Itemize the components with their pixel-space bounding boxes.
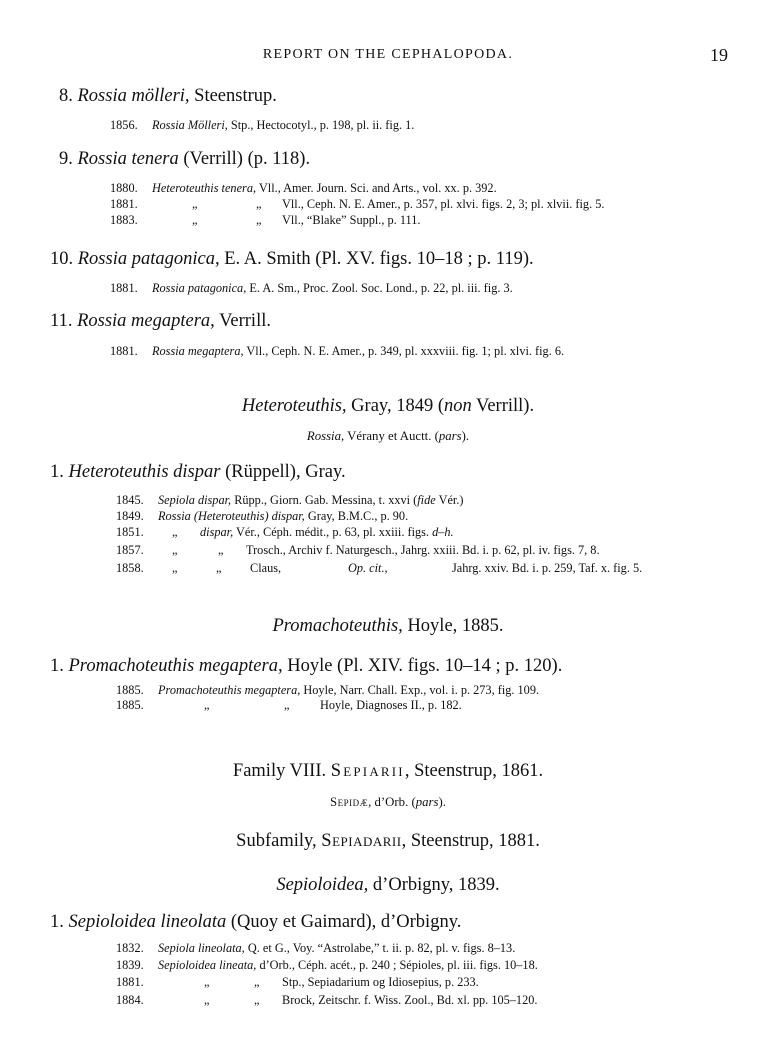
synonym-name: Sepioloidea lineata,	[158, 958, 257, 972]
species-epithet: megaptera,	[131, 311, 215, 331]
family-pars: pars	[415, 795, 439, 809]
species-heading-rossia-patagonica	[50, 249, 534, 270]
synonym-year: 1856.	[110, 118, 138, 132]
synonym-reference: Hoyle, Diagnoses II., p. 182.	[320, 698, 462, 712]
genus-non: non	[444, 396, 472, 416]
synonym-name: Sepiola lineolata,	[158, 941, 245, 955]
ditto-mark: „	[284, 698, 290, 712]
synonym-name: Rossia patagonica,	[152, 281, 247, 295]
synonym-year: 1885.	[116, 683, 144, 697]
family-name: Sepiarii	[330, 761, 405, 781]
family-heading	[0, 761, 776, 782]
synonym-fide: fide	[417, 493, 436, 507]
species-epithet: tenera	[131, 149, 179, 169]
synonym-name: Rossia megaptera,	[152, 344, 244, 358]
family-authority: , Steenstrup, 1861.	[404, 761, 544, 781]
species-number: 1.	[50, 656, 64, 676]
ditto-mark: „	[218, 543, 224, 557]
family-subline	[0, 795, 776, 810]
synonym-reference-end: Vér.)	[435, 493, 464, 507]
species-epithet: patagonica,	[131, 249, 220, 269]
ditto-mark: „	[254, 975, 260, 989]
synonym-name: Sepiola dispar,	[158, 493, 232, 507]
species-heading-rossia-molleri	[59, 86, 277, 107]
genus-name: Sepioloidea,	[276, 875, 369, 895]
synonym-year: 1832.	[116, 941, 144, 955]
synonym-year: 1883.	[110, 213, 138, 227]
genus-authority: d’Orbigny, 1839.	[368, 875, 500, 895]
synonym-reference: Stp., Hectocotyl., p. 198, pl. ii. fig. 1.	[230, 118, 415, 132]
synonym-year: 1839.	[116, 958, 144, 972]
genus-heading-promachoteuthis	[0, 616, 776, 637]
synonym-reference: Vll., Ceph. N. E. Amer., p. 349, pl. xxxviii. fig. 1; pl. xlvi. fig. 6.	[246, 344, 565, 358]
subline-pars: pars	[438, 429, 462, 443]
family-synonym: Sepidæ	[330, 795, 369, 809]
synonym-year: 1851.	[116, 525, 144, 539]
species-number: 1.	[50, 912, 64, 932]
synonym-reference: Vll., Ceph. N. E. Amer., p. 357, pl. xlvi. figs. 2, 3; pl. xlvii. fig. 5.	[282, 197, 605, 211]
genus-close: Verrill).	[471, 396, 535, 416]
species-number: 11.	[50, 311, 73, 331]
subfamily-heading	[0, 831, 776, 852]
synonym-year: 1857.	[116, 543, 144, 557]
synonym-reference: Stp., Sepiadarium og Idiosepius, p. 233.	[282, 975, 479, 989]
species-heading-heteroteuthis-dispar	[50, 462, 346, 483]
synonym-year: 1845.	[116, 493, 144, 507]
species-genus: Rossia	[77, 249, 128, 269]
species-name: Sepioloidea lineolata	[68, 912, 227, 932]
species-heading-sepioloidea-lineolata	[50, 912, 461, 933]
species-heading-rossia-tenera	[59, 149, 310, 170]
subline-authority: Vérany et Auctt. (	[344, 429, 439, 443]
synonym-reference: Hoyle, Narr. Chall. Exp., vol. i. p. 273, fig. 109.	[303, 683, 540, 697]
ditto-mark: „	[254, 993, 260, 1007]
ditto-mark: „	[172, 561, 178, 575]
subline-genus: Rossia,	[306, 429, 345, 443]
species-number: 10.	[50, 249, 74, 269]
subfamily-label: Subfamily,	[236, 831, 317, 851]
synonym-reference: Vll., Amer. Journ. Sci. and Arts., vol. xx. p. 392.	[258, 181, 497, 195]
genus-heading-heteroteuthis	[0, 396, 776, 417]
running-head: REPORT ON THE CEPHALOPODA.	[262, 47, 514, 62]
species-authority: (Verrill) (p. 118).	[178, 149, 311, 169]
synonym-year: 1881.	[110, 281, 138, 295]
synonym-reference: Gray, B.M.C., p. 90.	[307, 509, 409, 523]
synonym-name: Rossia (Heteroteuthis) dispar,	[158, 509, 305, 523]
synonym-reference: Rüpp., Giorn. Gab. Messina, t. xxvi (	[234, 493, 418, 507]
subline-close: ).	[461, 429, 470, 443]
synonym-name: Heteroteuthis tenera,	[152, 181, 257, 195]
species-epithet: mölleri,	[131, 86, 190, 106]
synonym-author: Claus,	[250, 561, 282, 575]
subfamily-name: Sepiadarii	[321, 831, 402, 851]
species-genus: Rossia	[77, 86, 127, 106]
synonym-year: 1884.	[116, 993, 144, 1007]
species-name: Heteroteuthis dispar	[68, 462, 221, 482]
ditto-mark: „	[216, 561, 222, 575]
ditto-mark: „	[192, 197, 198, 211]
subfamily-authority: , Steenstrup, 1881.	[401, 831, 540, 851]
species-heading-rossia-megaptera	[50, 311, 271, 332]
ditto-mark: „	[192, 213, 198, 227]
genus-subline	[0, 429, 776, 444]
species-authority: E. A. Smith (Pl. XV. figs. 10–18 ; p. 119).	[219, 249, 534, 269]
ditto-mark: „	[172, 525, 178, 539]
family-label: Family VIII.	[232, 761, 327, 781]
species-genus: Rossia	[77, 311, 127, 331]
synonym-reference: Vér., Céph. médit., p. 63, pl. xxiii. figs.	[236, 525, 429, 539]
synonym-year: 1885.	[116, 698, 144, 712]
synonym-reference: d’Orb., Céph. acét., p. 240 ; Sépioles, pl. iii. figs. 10–18.	[259, 958, 538, 972]
synonym-year: 1881.	[110, 344, 138, 358]
genus-authority: Hoyle, 1885.	[402, 616, 504, 636]
ditto-mark: „	[256, 197, 262, 211]
ditto-mark: „	[204, 975, 210, 989]
species-number: 8.	[59, 86, 73, 106]
synonym-reference: Q. et G., Voy. “Astrolabe,” t. ii. p. 82, pl. v. figs. 8–13.	[247, 941, 516, 955]
synonym-figs: d–h.	[429, 525, 454, 539]
species-authority: (Rüppell), Gray.	[220, 462, 346, 482]
synonym-name: dispar,	[200, 525, 234, 539]
species-heading-promachoteuthis-megaptera	[50, 656, 562, 677]
synonym-reference: Vll., “Blake” Suppl., p. 111.	[282, 213, 421, 227]
genus-name: Promachoteuthis,	[272, 616, 403, 636]
ditto-mark: „	[172, 543, 178, 557]
synonym-reference: E. A. Sm., Proc. Zool. Soc. Lond., p. 22, pl. iii. fig. 3.	[249, 281, 513, 295]
synonym-reference: Jahrg. xxiv. Bd. i. p. 259, Taf. x. fig. 5.	[452, 561, 643, 575]
synonym-opcit: Op. cit.,	[348, 561, 388, 575]
family-close: ).	[438, 795, 446, 809]
family-synonym-authority: , d’Orb. (	[368, 795, 416, 809]
species-number: 1.	[50, 462, 64, 482]
synonym-year: 1858.	[116, 561, 144, 575]
synonym-name: Rossia Mölleri,	[152, 118, 228, 132]
ditto-mark: „	[256, 213, 262, 227]
species-name: Promachoteuthis megaptera,	[68, 656, 283, 676]
species-authority: (Quoy et Gaimard), d’Orbigny.	[226, 912, 462, 932]
genus-name: Heteroteuthis,	[241, 396, 347, 416]
species-authority: Steenstrup.	[189, 86, 277, 106]
synonym-year: 1880.	[110, 181, 138, 195]
synonym-year: 1849.	[116, 509, 144, 523]
synonym-reference: Brock, Zeitschr. f. Wiss. Zool., Bd. xl. pp. 105–120.	[282, 993, 538, 1007]
synonym-year: 1881.	[110, 197, 138, 211]
genus-heading-sepioloidea	[0, 875, 776, 896]
species-authority: Verrill.	[214, 311, 271, 331]
synonym-reference: Trosch., Archiv f. Naturgesch., Jahrg. xxiii. Bd. i. p. 62, pl. iv. figs. 7, 8.	[246, 543, 600, 557]
synonym-name: Promachoteuthis megaptera,	[158, 683, 301, 697]
species-genus: Rossia	[77, 149, 127, 169]
species-number: 9.	[59, 149, 73, 169]
species-authority: Hoyle (Pl. XIV. figs. 10–14 ; p. 120).	[282, 656, 563, 676]
synonym-year: 1881.	[116, 975, 144, 989]
ditto-mark: „	[204, 698, 210, 712]
genus-authority: Gray, 1849 (	[346, 396, 444, 416]
ditto-mark: „	[204, 993, 210, 1007]
page-number: 19	[710, 45, 728, 65]
